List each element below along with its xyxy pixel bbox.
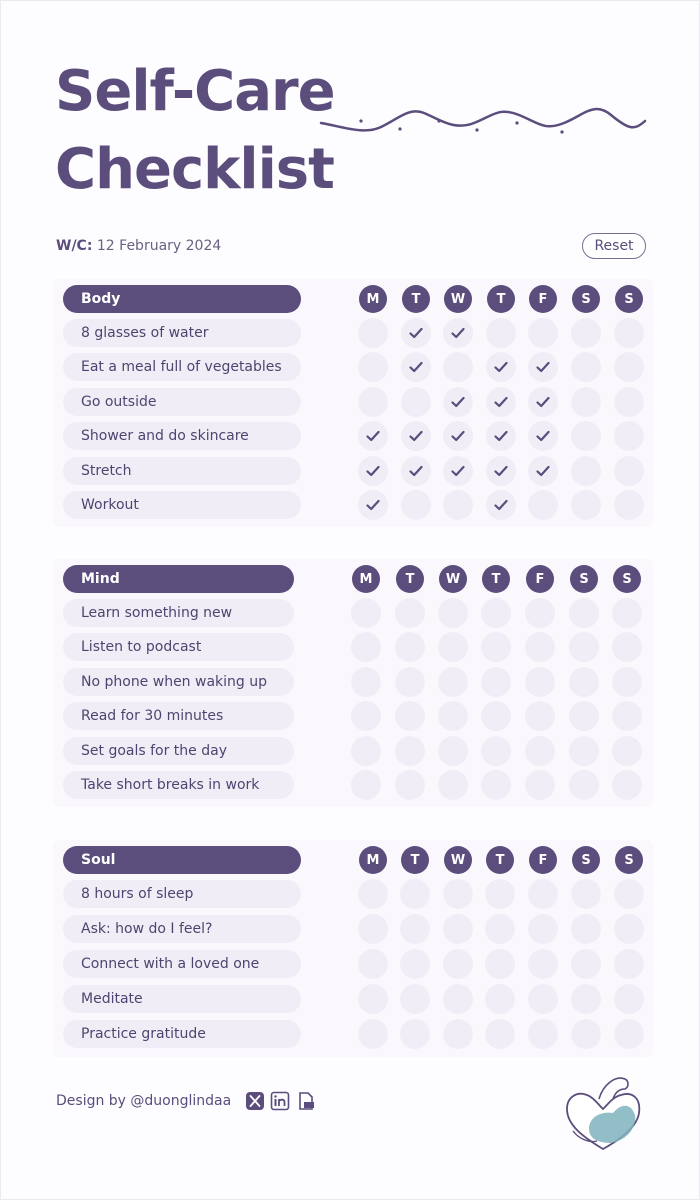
mind-checkbox-4-1[interactable] <box>395 736 425 766</box>
mind-item-label[interactable]: No phone when waking up <box>63 668 294 696</box>
mind-checkbox-4-2[interactable] <box>438 736 468 766</box>
body-item-label[interactable]: Shower and do skincare <box>63 422 301 450</box>
body-day-header-4: F <box>529 285 557 313</box>
mind-checkbox-0-6[interactable] <box>612 598 642 628</box>
mind-checkbox-0-2[interactable] <box>438 598 468 628</box>
body-checkbox-4-0[interactable] <box>358 456 388 486</box>
title-line-1: Self-Care <box>55 59 335 124</box>
title-line-2: Checklist <box>55 137 334 202</box>
mind-checkbox-5-0[interactable] <box>351 770 381 800</box>
soul-checkbox-1-4[interactable] <box>528 914 558 944</box>
soul-checkbox-1-2[interactable] <box>443 914 473 944</box>
body-checkbox-4-2[interactable] <box>443 456 473 486</box>
reset-button[interactable]: Reset <box>582 233 646 259</box>
soul-checkbox-4-0[interactable] <box>358 1019 388 1049</box>
body-checkbox-3-5[interactable] <box>571 421 601 451</box>
mind-item-label[interactable]: Read for 30 minutes <box>63 702 294 730</box>
soul-checkbox-3-6[interactable] <box>614 984 644 1014</box>
mind-checkbox-4-5[interactable] <box>569 736 599 766</box>
soul-day-header-3: T <box>486 846 514 874</box>
body-checkbox-0-2[interactable] <box>443 318 473 348</box>
body-item-label[interactable]: Go outside <box>63 388 301 416</box>
mind-day-header-5: S <box>570 565 598 593</box>
checkmark-icon <box>409 430 423 442</box>
mind-item-label[interactable]: Listen to podcast <box>63 633 294 661</box>
mind-checkbox-2-2[interactable] <box>438 667 468 697</box>
body-day-header-1: T <box>402 285 430 313</box>
soul-day-header-4: F <box>529 846 557 874</box>
body-item-label[interactable]: Workout <box>63 491 301 519</box>
mind-checkbox-4-0[interactable] <box>351 736 381 766</box>
body-checkbox-4-6[interactable] <box>614 456 644 486</box>
soul-checkbox-0-2[interactable] <box>443 879 473 909</box>
soul-checkbox-0-0[interactable] <box>358 879 388 909</box>
body-checkbox-2-5[interactable] <box>571 387 601 417</box>
soul-checkbox-1-1[interactable] <box>400 914 430 944</box>
body-checkbox-5-4[interactable] <box>528 490 558 520</box>
mind-checkbox-3-0[interactable] <box>351 701 381 731</box>
body-checkbox-3-6[interactable] <box>614 421 644 451</box>
checkmark-icon <box>451 327 465 339</box>
mind-checkbox-0-5[interactable] <box>569 598 599 628</box>
mind-checkbox-5-4[interactable] <box>525 770 555 800</box>
checkmark-icon <box>366 430 380 442</box>
body-checkbox-3-3[interactable] <box>486 421 516 451</box>
soul-checkbox-1-5[interactable] <box>571 914 601 944</box>
body-checkbox-2-2[interactable] <box>443 387 473 417</box>
mind-checkbox-2-4[interactable] <box>525 667 555 697</box>
soul-checkbox-4-1[interactable] <box>400 1019 430 1049</box>
mind-checkbox-2-0[interactable] <box>351 667 381 697</box>
soul-checkbox-1-0[interactable] <box>358 914 388 944</box>
body-checkbox-2-6[interactable] <box>614 387 644 417</box>
mind-checkbox-3-4[interactable] <box>525 701 555 731</box>
body-day-header-2: W <box>444 285 472 313</box>
mind-checkbox-3-1[interactable] <box>395 701 425 731</box>
mind-item-label[interactable]: Take short breaks in work <box>63 771 294 799</box>
body-day-header-3: T <box>487 285 515 313</box>
soul-checkbox-0-5[interactable] <box>571 879 601 909</box>
body-section-header: Body <box>63 285 301 313</box>
soul-checkbox-4-5[interactable] <box>571 1019 601 1049</box>
body-checkbox-3-1[interactable] <box>401 421 431 451</box>
week-label: W/C: <box>56 238 93 254</box>
checkmark-icon <box>451 430 465 442</box>
mind-checkbox-3-3[interactable] <box>481 701 511 731</box>
body-checkbox-5-6[interactable] <box>614 490 644 520</box>
body-checkbox-4-5[interactable] <box>571 456 601 486</box>
week-commencing <box>56 238 221 254</box>
page-title <box>55 53 335 209</box>
checkmark-icon <box>494 396 508 408</box>
mind-checkbox-2-5[interactable] <box>569 667 599 697</box>
checkmark-icon <box>451 396 465 408</box>
mind-checkbox-5-5[interactable] <box>569 770 599 800</box>
document-icon[interactable] <box>296 1091 316 1111</box>
body-checkbox-2-0[interactable] <box>358 387 388 417</box>
mind-checkbox-2-6[interactable] <box>612 667 642 697</box>
checkmark-icon <box>536 361 550 373</box>
mind-checkbox-0-1[interactable] <box>395 598 425 628</box>
body-checkbox-4-4[interactable] <box>528 456 558 486</box>
soul-item-label[interactable]: Ask: how do I feel? <box>63 915 301 943</box>
body-item-label[interactable]: Stretch <box>63 457 301 485</box>
body-checkbox-0-1[interactable] <box>401 318 431 348</box>
soul-checkbox-4-2[interactable] <box>443 1019 473 1049</box>
checkmark-icon <box>536 465 550 477</box>
soul-day-header-0: M <box>359 846 387 874</box>
soul-checkbox-4-6[interactable] <box>614 1019 644 1049</box>
body-checkbox-5-3[interactable] <box>486 490 516 520</box>
wave-decoration <box>319 101 649 141</box>
body-day-header-6: S <box>615 285 643 313</box>
mind-section-header: Mind <box>63 565 294 593</box>
checkmark-icon <box>494 361 508 373</box>
soul-day-header-2: W <box>444 846 472 874</box>
checkmark-icon <box>494 499 508 511</box>
mind-day-header-4: F <box>526 565 554 593</box>
soul-checkbox-0-1[interactable] <box>400 879 430 909</box>
mind-day-header-2: W <box>439 565 467 593</box>
checkmark-icon <box>409 465 423 477</box>
soul-checkbox-0-3[interactable] <box>485 879 515 909</box>
soul-checkbox-3-4[interactable] <box>528 984 558 1014</box>
checkmark-icon <box>536 430 550 442</box>
soul-item-label[interactable]: Meditate <box>63 985 301 1013</box>
checkmark-icon <box>536 396 550 408</box>
mind-checkbox-3-2[interactable] <box>438 701 468 731</box>
checkmark-icon <box>366 465 380 477</box>
soul-checkbox-3-3[interactable] <box>485 984 515 1014</box>
soul-item-label[interactable]: Connect with a loved one <box>63 950 301 978</box>
checkmark-icon <box>494 430 508 442</box>
soul-checkbox-2-0[interactable] <box>358 949 388 979</box>
soul-day-header-1: T <box>401 846 429 874</box>
soul-item-label[interactable]: 8 hours of sleep <box>63 880 301 908</box>
body-checkbox-4-1[interactable] <box>401 456 431 486</box>
week-date: 12 February 2024 <box>96 238 222 254</box>
soul-checkbox-2-5[interactable] <box>571 949 601 979</box>
body-checkbox-3-2[interactable] <box>443 421 473 451</box>
soul-checkbox-0-6[interactable] <box>614 879 644 909</box>
soul-checkbox-1-6[interactable] <box>614 914 644 944</box>
checkmark-icon <box>494 465 508 477</box>
soul-checkbox-2-3[interactable] <box>485 949 515 979</box>
soul-checkbox-3-2[interactable] <box>443 984 473 1014</box>
body-checkbox-5-0[interactable] <box>358 490 388 520</box>
soul-checkbox-0-4[interactable] <box>528 879 558 909</box>
mind-checkbox-3-6[interactable] <box>612 701 642 731</box>
mind-day-header-3: T <box>482 565 510 593</box>
mind-checkbox-5-2[interactable] <box>438 770 468 800</box>
mind-checkbox-0-4[interactable] <box>525 598 555 628</box>
soul-checkbox-2-4[interactable] <box>528 949 558 979</box>
mind-day-header-6: S <box>613 565 641 593</box>
body-checkbox-3-0[interactable] <box>358 421 388 451</box>
x-twitter-icon[interactable] <box>245 1091 265 1111</box>
soul-checkbox-1-3[interactable] <box>485 914 515 944</box>
soul-section-header: Soul <box>63 846 301 874</box>
checkmark-icon <box>366 499 380 511</box>
mind-item-label[interactable]: Set goals for the day <box>63 737 294 765</box>
mind-checkbox-2-1[interactable] <box>395 667 425 697</box>
soul-item-label[interactable]: Practice gratitude <box>63 1020 301 1048</box>
soul-checkbox-2-2[interactable] <box>443 949 473 979</box>
soul-checkbox-4-3[interactable] <box>485 1019 515 1049</box>
soul-day-header-6: S <box>615 846 643 874</box>
body-checkbox-2-3[interactable] <box>486 387 516 417</box>
mind-checkbox-0-0[interactable] <box>351 598 381 628</box>
soul-checkbox-4-4[interactable] <box>528 1019 558 1049</box>
mind-checkbox-3-5[interactable] <box>569 701 599 731</box>
soul-day-header-5: S <box>572 846 600 874</box>
mind-checkbox-5-6[interactable] <box>612 770 642 800</box>
linkedin-icon[interactable] <box>270 1091 290 1111</box>
body-checkbox-5-1[interactable] <box>401 490 431 520</box>
body-item-label[interactable]: Eat a meal full of vegetables <box>63 353 301 381</box>
body-checkbox-0-5[interactable] <box>571 318 601 348</box>
body-checkbox-3-4[interactable] <box>528 421 558 451</box>
soul-checkbox-3-0[interactable] <box>358 984 388 1014</box>
design-credit: Design by @duonglindaa <box>56 1093 232 1109</box>
mind-day-header-0: M <box>352 565 380 593</box>
body-checkbox-5-5[interactable] <box>571 490 601 520</box>
mind-checkbox-4-6[interactable] <box>612 736 642 766</box>
soul-checkbox-2-1[interactable] <box>400 949 430 979</box>
heart-muscle-logo <box>563 1073 645 1155</box>
body-checkbox-0-6[interactable] <box>614 318 644 348</box>
checkmark-icon <box>409 361 423 373</box>
mind-checkbox-2-3[interactable] <box>481 667 511 697</box>
body-checkbox-0-3[interactable] <box>486 318 516 348</box>
mind-checkbox-5-3[interactable] <box>481 770 511 800</box>
body-checkbox-0-4[interactable] <box>528 318 558 348</box>
mind-day-header-1: T <box>396 565 424 593</box>
body-checkbox-4-3[interactable] <box>486 456 516 486</box>
checkmark-icon <box>451 465 465 477</box>
mind-checkbox-0-3[interactable] <box>481 598 511 628</box>
mind-checkbox-5-1[interactable] <box>395 770 425 800</box>
body-checkbox-5-2[interactable] <box>443 490 473 520</box>
mind-checkbox-4-4[interactable] <box>525 736 555 766</box>
soul-checkbox-3-1[interactable] <box>400 984 430 1014</box>
body-checkbox-2-1[interactable] <box>401 387 431 417</box>
body-item-label[interactable]: 8 glasses of water <box>63 319 301 347</box>
body-day-header-5: S <box>572 285 600 313</box>
soul-checkbox-3-5[interactable] <box>571 984 601 1014</box>
checkmark-icon <box>409 327 423 339</box>
body-day-header-0: M <box>359 285 387 313</box>
mind-checkbox-4-3[interactable] <box>481 736 511 766</box>
body-checkbox-2-4[interactable] <box>528 387 558 417</box>
soul-checkbox-2-6[interactable] <box>614 949 644 979</box>
body-checkbox-0-0[interactable] <box>358 318 388 348</box>
mind-item-label[interactable]: Learn something new <box>63 599 294 627</box>
